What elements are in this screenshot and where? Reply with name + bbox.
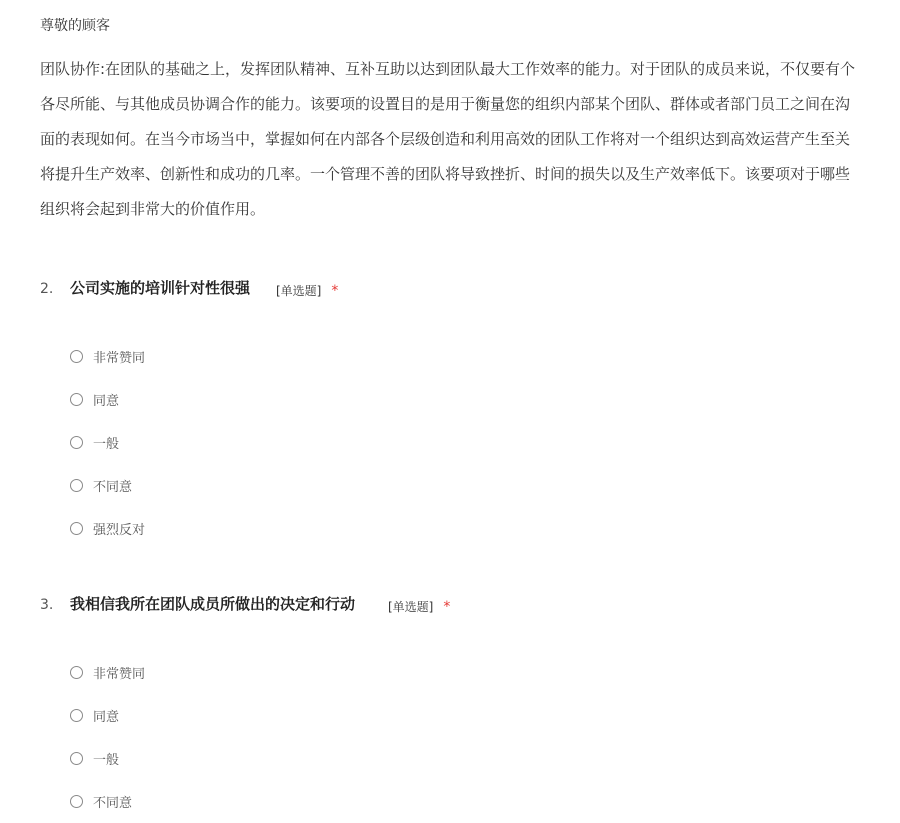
option-label: 一般	[93, 753, 120, 768]
question-type-tag: [单选题]	[276, 284, 322, 298]
option-label: 非常赞同	[93, 667, 146, 682]
required-marker: *	[443, 599, 451, 615]
option-label: 不同意	[93, 480, 133, 495]
greeting: 尊敬的顾客	[40, 18, 110, 34]
radio-button[interactable]	[70, 795, 83, 808]
radio-button[interactable]	[70, 522, 83, 535]
option-disagree[interactable]	[70, 780, 145, 823]
radio-button[interactable]	[70, 752, 83, 765]
option-disagree[interactable]	[70, 464, 145, 507]
radio-button[interactable]	[70, 709, 83, 722]
option-label: 非常赞同	[93, 351, 146, 366]
question-2	[40, 277, 880, 538]
option-label: 一般	[93, 437, 120, 452]
radio-button[interactable]	[70, 666, 83, 679]
radio-button[interactable]	[70, 393, 83, 406]
question-type-tag: [单选题]	[388, 600, 434, 614]
option-neutral[interactable]	[70, 421, 145, 464]
question-header	[40, 593, 880, 621]
option-strongly-oppose[interactable]	[70, 507, 145, 550]
intro-line: 面的表现如何。在当今市场当中，掌握如何在内部各个层级创造和利用高效的团队工作将对一个组织达到高效运营产生至关	[40, 130, 851, 148]
question-header	[40, 277, 880, 305]
intro-line: 各尽所能、与其他成员协调合作的能力。该要项的设置目的是用于衡量您的组织内部某个团队、群体或者部门员工之间在沟	[40, 95, 851, 113]
option-label: 强烈反对	[93, 523, 146, 538]
question-title: 我相信我所在团队成员所做出的决定和行动	[70, 595, 356, 613]
option-label: 同意	[93, 710, 120, 725]
option-strongly-agree[interactable]	[70, 651, 145, 694]
intro-line: 组织将会起到非常大的价值作用。	[40, 200, 266, 218]
radio-button[interactable]	[70, 436, 83, 449]
option-group	[70, 651, 145, 823]
option-label: 同意	[93, 394, 120, 409]
required-marker: *	[331, 283, 339, 299]
intro-paragraph	[40, 52, 900, 227]
question-title: 公司实施的培训针对性很强	[70, 279, 251, 297]
option-strongly-agree[interactable]	[70, 335, 145, 378]
option-agree[interactable]	[70, 378, 145, 421]
radio-button[interactable]	[70, 350, 83, 363]
option-group	[70, 335, 145, 550]
option-agree[interactable]	[70, 694, 145, 737]
option-label: 不同意	[93, 796, 133, 811]
question-number: 2.	[40, 281, 54, 297]
intro-line: 将提升生产效率、创新性和成功的几率。一个管理不善的团队将导致挫折、时间的损失以及生产效率低下。该要项对于哪些	[40, 165, 851, 183]
question-3	[40, 593, 880, 811]
question-number: 3.	[40, 597, 54, 613]
radio-button[interactable]	[70, 479, 83, 492]
option-neutral[interactable]	[70, 737, 145, 780]
intro-line: 团队协作:在团队的基础之上，发挥团队精神、互补互助以达到团队最大工作效率的能力。对于团队的成员来说，不仅要有个	[40, 60, 856, 78]
